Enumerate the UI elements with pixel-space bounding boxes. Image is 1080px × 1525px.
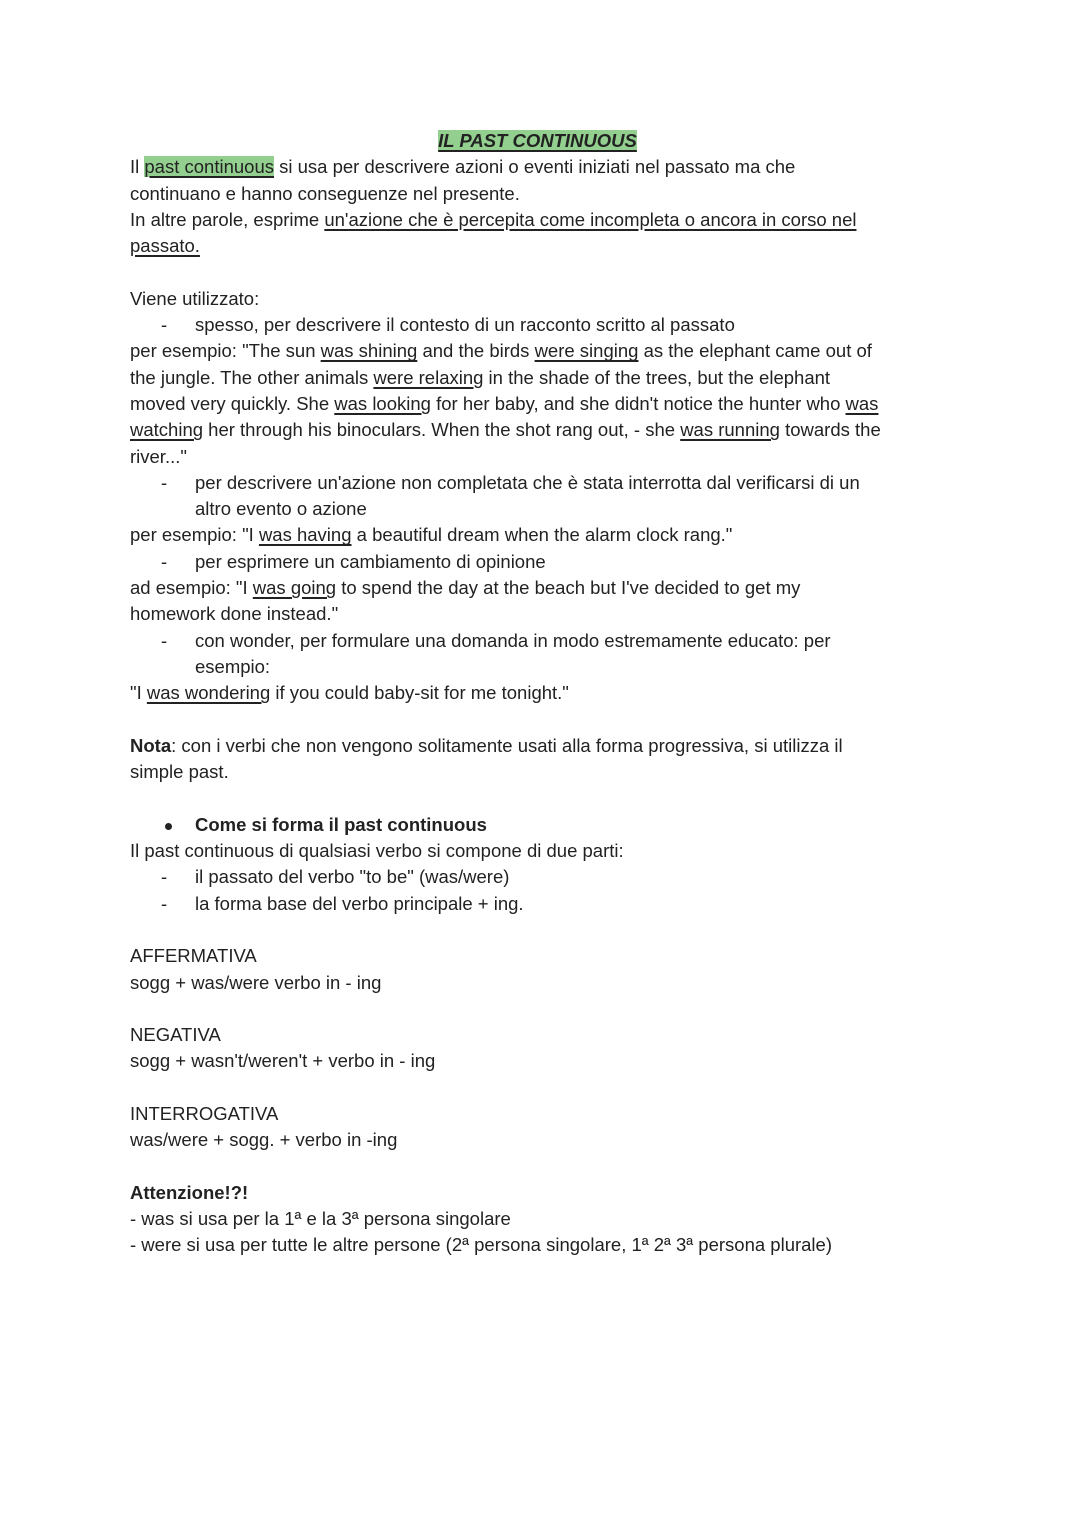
interrogativa-label: INTERROGATIVA: [130, 1102, 279, 1124]
form-item-1: - il passato del verbo "to be" (was/were): [161, 866, 510, 888]
example-3-line-1: ad esempio: "I was going to spend the day at the beach but I've decided to get my: [130, 577, 801, 599]
spacer: [130, 259, 945, 285]
uses-heading: Viene utilizzato:: [130, 287, 260, 309]
spacer: [130, 996, 945, 1022]
example-2: per esempio: "I was having a beautiful dream when the alarm clock rang.": [130, 524, 733, 546]
intro-line-2: continuano e hanno conseguenze nel presente.: [130, 182, 520, 204]
use-bullet-1: - spesso, per descrivere il contesto di un racconto scritto al passato: [161, 314, 735, 336]
form-intro: Il past continuous di qualsiasi verbo si compone di due parti:: [130, 840, 624, 862]
spacer: [130, 785, 945, 811]
use-bullet-3: - per esprimere un cambiamento di opinione: [161, 550, 546, 572]
intro-line-1: Il past continuous si usa per descrivere azioni o eventi iniziati nel passato ma che: [130, 156, 796, 178]
use-bullet-4: - con wonder, per formulare una domanda in modo estremamente educato: per: [161, 629, 831, 651]
negativa-label: NEGATIVA: [130, 1024, 221, 1046]
attenzione-line-1: - was si usa per la 1ª e la 3ª persona singolare: [130, 1208, 511, 1230]
use-bullet-4-cont: esempio:: [195, 655, 271, 677]
affermativa-label: AFFERMATIVA: [130, 945, 257, 967]
example-1-line-5: river...": [130, 445, 187, 467]
bullet-dot-icon: [165, 823, 172, 830]
spacer: [130, 1075, 945, 1101]
affermativa-rule: sogg + was/were verbo in - ing: [130, 971, 382, 993]
example-3-line-2: homework done instead.": [130, 603, 339, 625]
spacer: [130, 917, 945, 943]
spacer: [130, 1154, 945, 1180]
example-1-line-4: watching her through his binoculars. When the shot rang out, - she was running towards the: [130, 419, 881, 441]
page-title: IL PAST CONTINUOUS: [438, 130, 637, 151]
form-item-2: - la forma base del verbo principale + ing.: [161, 892, 524, 914]
example-1-line-2: the jungle. The other animals were relaxing in the shade of the trees, but the elephant: [130, 366, 831, 388]
negativa-rule: sogg + wasn't/weren't + verbo in - ing: [130, 1050, 436, 1072]
example-1-line-1: per esempio: "The sun was shining and the birds were singing as the elephant came out of: [130, 340, 872, 362]
example-4: "I was wondering if you could baby-sit for me tonight.": [130, 682, 569, 704]
use-bullet-2: - per descrivere un'azione non completata che è stata interrotta dal verificarsi di un: [161, 471, 860, 493]
spacer: [130, 707, 945, 733]
nota-line-1: Nota: con i verbi che non vengono solitamente usati alla forma progressiva, si utilizza il: [130, 734, 843, 756]
attenzione-heading: Attenzione!?!: [130, 1181, 249, 1203]
document-body: [130, 128, 945, 1259]
intro-line-3: In altre parole, esprime un'azione che è percepita come incompleta o ancora in corso nel: [130, 208, 857, 230]
form-heading: Come si forma il past continuous: [130, 812, 945, 838]
example-1-line-3: moved very quickly. She was looking for her baby, and she didn't notice the hunter who was: [130, 392, 879, 414]
highlighted-term: past continuous: [144, 156, 274, 178]
interrogativa-rule: was/were + sogg. + verbo in -ing: [130, 1129, 398, 1151]
nota-line-2: simple past.: [130, 761, 229, 783]
attenzione-line-2: - were si usa per tutte le altre persone (2ª persona singolare, 1ª 2ª 3ª persona plurale): [130, 1234, 832, 1256]
use-bullet-2-cont: altro evento o azione: [195, 498, 367, 520]
intro-line-4: passato.: [130, 235, 200, 257]
